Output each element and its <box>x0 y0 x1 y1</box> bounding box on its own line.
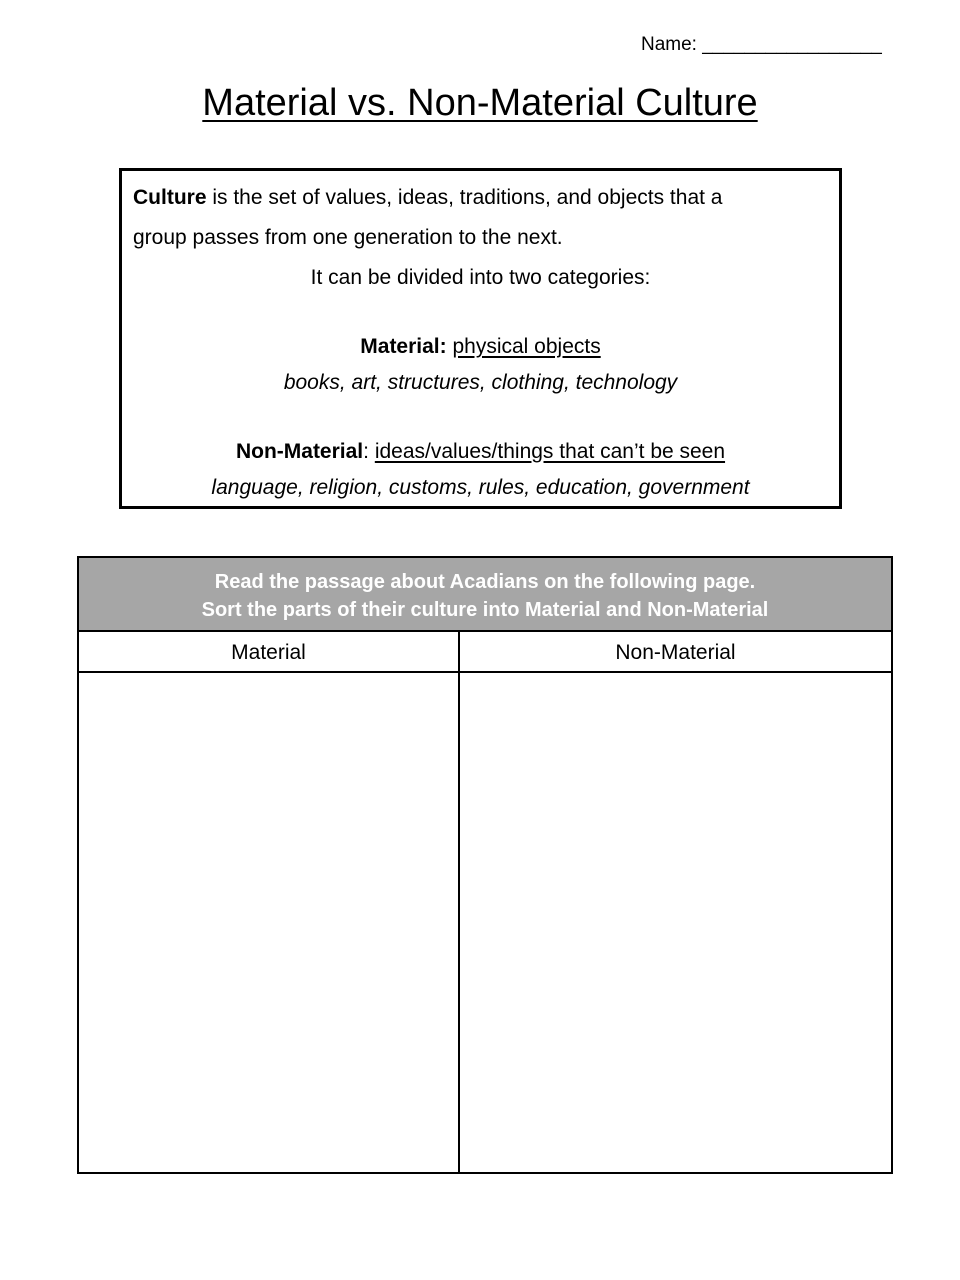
culture-definition-text: is the set of values, ideas, traditions, and objects that a <box>206 186 723 209</box>
material-answer-area[interactable] <box>79 673 458 1172</box>
definition-box <box>119 168 842 509</box>
page-title: Material vs. Non-Material Culture <box>202 82 758 124</box>
instruction-line-2: Sort the parts of their culture into Material and Non-Material <box>201 599 769 621</box>
culture-definition-line-1 <box>133 185 722 211</box>
culture-definition-line-2: group passes from one generation to the next. <box>133 226 563 249</box>
nonmaterial-column-header: Non-Material <box>615 641 736 664</box>
material-definition-line <box>122 334 839 360</box>
nonmaterial-definition-line <box>122 439 839 465</box>
material-definition: physical objects <box>452 335 601 358</box>
nonmaterial-term: Non-Material <box>235 440 364 463</box>
nonmaterial-definition: ideas/values/things that can’t be seen <box>374 440 726 463</box>
sorting-instructions <box>79 558 891 632</box>
instruction-line-1: Read the passage about Acadians on the following page. <box>214 571 756 593</box>
culture-term: Culture <box>133 186 207 209</box>
nonmaterial-colon: : <box>363 440 375 463</box>
nonmaterial-answer-area[interactable] <box>460 673 891 1172</box>
sorting-table <box>77 556 893 1174</box>
name-field-label: Name: _________________ <box>641 34 882 55</box>
material-term: Material: <box>360 335 447 358</box>
material-column-header: Material <box>231 641 306 664</box>
nonmaterial-examples: language, religion, customs, rules, education, government <box>211 476 750 499</box>
material-examples: books, art, structures, clothing, technology <box>283 371 678 394</box>
column-header-row <box>79 632 891 673</box>
categories-intro: It can be divided into two categories: <box>310 266 651 289</box>
